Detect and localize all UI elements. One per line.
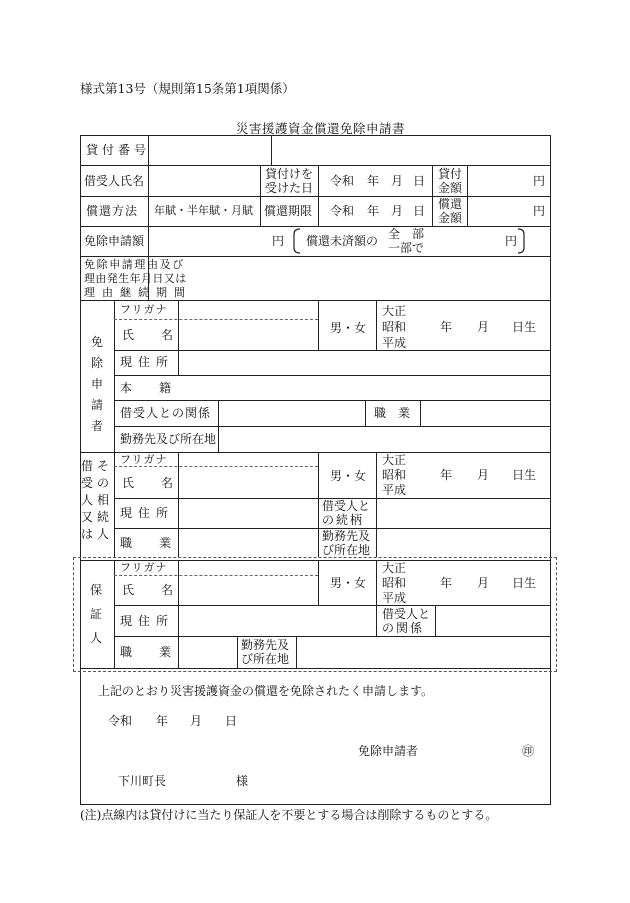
declaration-statement: 上記のとおり災害援護資金の償還を免除されたく申請します。: [98, 684, 434, 698]
mayor-label: 下川町長: [118, 774, 167, 788]
applicant-workplace-label: 勤務先及び所在地: [120, 432, 217, 446]
heir-relation-label: 借受人と: [322, 499, 371, 513]
heir-workplace-label: 勤務先及: [322, 529, 371, 543]
heir-name-label: 氏 名: [122, 476, 175, 490]
guarantor-relation-label: 借受人と: [382, 607, 431, 621]
loan-date-label: 貸付けを: [265, 167, 314, 181]
declaration-applicant-label: 免除申請者: [358, 744, 419, 758]
guarantor-occupation-label: 職 業: [120, 645, 173, 659]
heir-occupation-label: 職 業: [120, 536, 173, 550]
repay-deadline-label: 償還期限: [264, 204, 313, 218]
guarantor-gender: 男・女: [330, 576, 367, 590]
right-bracket-icon: [516, 228, 526, 254]
heir-side-label-col1: 借受人又は: [81, 459, 94, 541]
left-bracket-icon: [292, 228, 302, 254]
applicant-domicile-label: 本 籍: [120, 381, 173, 395]
guarantor-workplace-label: 勤務先及: [241, 638, 290, 652]
form-number: 様式第13号（規則第15条第1項関係）: [80, 81, 295, 96]
repay-method-value: 年賦・半年賦・月賦: [154, 204, 253, 217]
heir-side-label-col2: その相続人: [97, 459, 110, 541]
heir-address-label: 現住所: [120, 506, 175, 520]
applicant-furigana-label: フリガナ: [120, 303, 168, 316]
loan-amount-label: 貸付: [438, 167, 463, 181]
applicant-name-label: 氏 名: [122, 328, 175, 342]
unpaid-label: 償還未済額の: [306, 234, 379, 248]
applicant-address-label: 現住所: [120, 355, 175, 369]
heir-gender: 男・女: [330, 469, 367, 483]
applicant-side-label: 免除申請者: [91, 335, 104, 433]
heir-furigana-label: フリガナ: [120, 453, 168, 466]
loan-number-label: 貸付番号: [86, 143, 151, 157]
applicant-occupation-label: 職 業: [374, 406, 411, 420]
seal-icon: ㊞: [522, 744, 535, 758]
borrower-name-label: 借受人氏名: [84, 174, 145, 188]
applicant-gender: 男・女: [330, 321, 367, 335]
guarantor-furigana-label: フリガナ: [120, 561, 168, 574]
guarantor-side-label: 保証人: [90, 583, 103, 645]
page-title: 災害援護資金償還免除申請書: [236, 121, 406, 136]
repay-method-label: 償還方法: [86, 204, 139, 218]
guarantor-name-label: 氏 名: [122, 583, 175, 597]
exemption-amount-label: 免除申請額: [84, 234, 145, 248]
repay-amount-label: 償還: [438, 197, 463, 211]
guarantor-address-label: 現住所: [120, 614, 175, 628]
applicant-relation-label: 借受人との関係: [120, 406, 212, 420]
footnote: (注)点線内は貸付けに当たり保証人を不要とする場合は削除するものとする。: [80, 808, 498, 822]
reason-label: 免除申請理由及び: [84, 258, 185, 271]
